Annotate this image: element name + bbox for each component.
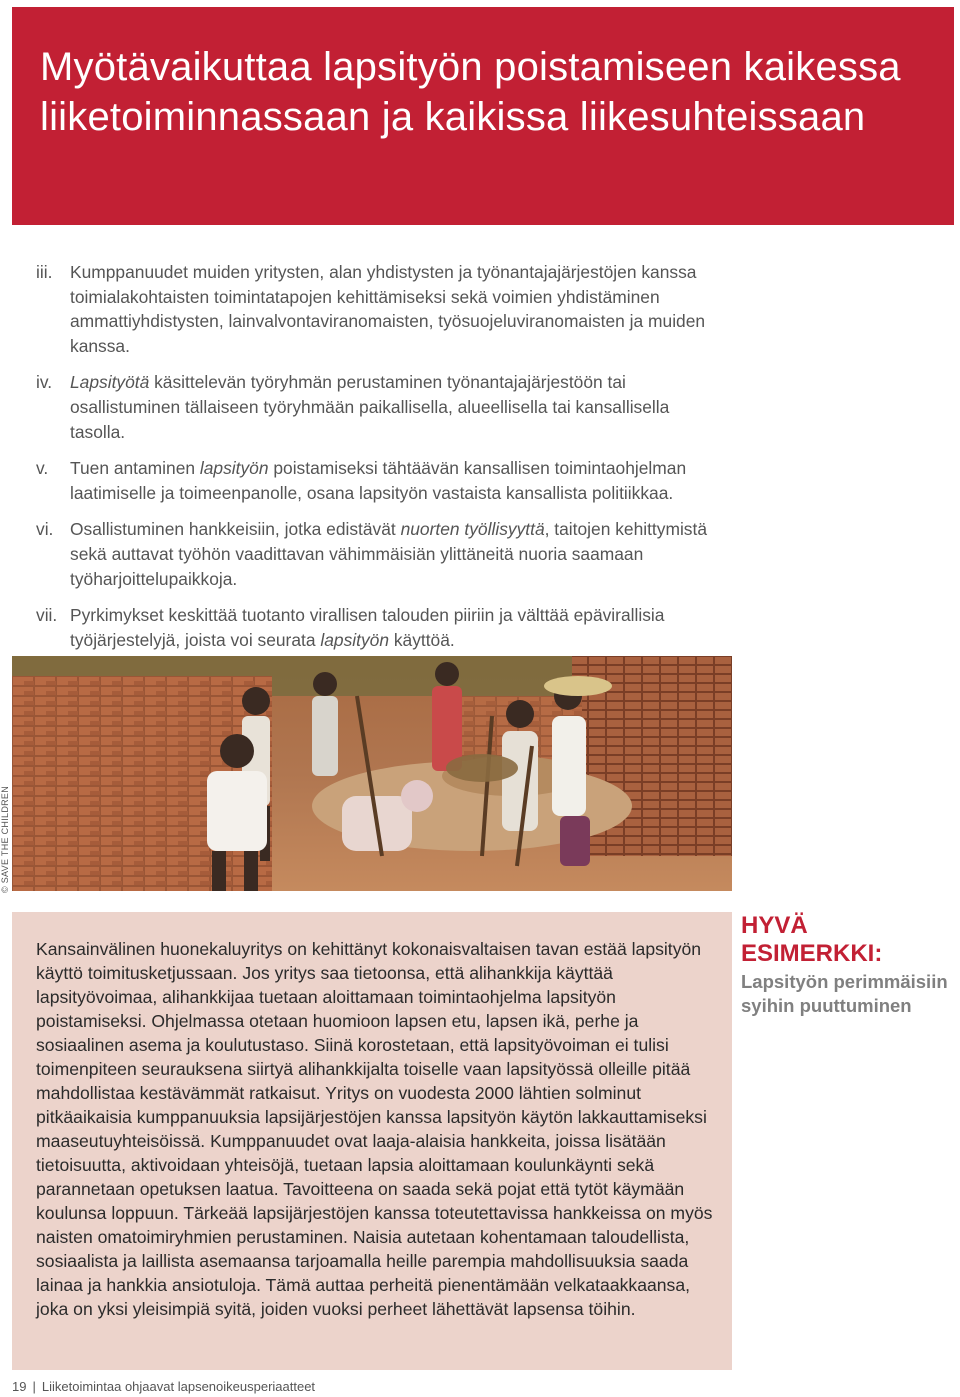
children-brickyard-photo [12, 656, 732, 891]
list-item-emphasis: lapsityön [320, 629, 389, 650]
list-item-number: vi. [36, 519, 54, 540]
list-item-text: poistamiseksi tähtäävän kansallisen toimintaohjelman laatimiselle ja toimeenpanolle, osana lapsityön vastaista kansallista politiikkaa. [70, 458, 687, 503]
list-item-emphasis: Lapsityötä [70, 372, 150, 393]
list-item-number: iii. [36, 262, 53, 282]
list-item-text: käsittelevän työryhmän perustaminen työnantajajärjestöön tai osallistuminen tällaiseen työryhmään paikallisella, alueellisella tai kansallisella tasolla. [70, 372, 670, 442]
example-box [12, 912, 732, 1370]
list-item [36, 517, 716, 591]
photo-illustration [12, 656, 732, 891]
list-item-number: v. [36, 458, 49, 479]
list-item-text: käyttöä. [389, 629, 455, 650]
list-item-emphasis: nuorten työllisyyttä [400, 519, 545, 540]
good-example-subheading: Lapsityön perimmäisiin syihin puuttuminen [741, 971, 948, 1016]
list-item [36, 370, 716, 444]
list-item-text: Osallistuminen hankkeisiin, jotka edistävät [70, 519, 401, 540]
good-example-label-line1: HYVÄ [741, 912, 808, 939]
list-item-number: vii. [36, 605, 58, 626]
list-item-text: Pyrkimykset keskittää tuotanto virallisen talouden piiriin ja välttää epävirallisia työjärjestelyjä, joista voi seurata [70, 605, 665, 650]
footer-separator: | [32, 1379, 36, 1394]
measures-list [36, 260, 716, 664]
good-example-heading [741, 912, 951, 1018]
list-item [36, 456, 716, 505]
list-item-text: Tuen antaminen [70, 458, 200, 479]
list-item [36, 260, 716, 358]
photo-credit: © SAVE THE CHILDREN [0, 785, 10, 893]
good-example-label-line2: ESIMERKKI: [741, 940, 883, 967]
page-footer [12, 1379, 315, 1394]
list-item [36, 603, 716, 652]
example-text: Kansainvälinen huonekaluyritys on kehittänyt kokonaisvaltaisen tavan estää lapsityön käyttö toimitusketjussaan. Jos yritys saa tietoonsa, että alihankkija käyttää lapsityövoimaa, alihankkijaa tuetaan aloittamaan toimintaohjelma lapsityön poistamiseksi. Ohjelmassa otetaan huomioon lapsen etu, lapsen ikä, perhe ja sosiaalinen asema ja koulutustaso. Siinä korostetaan, että lapsityövoiman ei tulisi toimenpiteen seurauksena siirtyä alihankkijalta toiselle vaan lapsityössä olleille pitää mahdollistaa kestävämmät ratkaisut. Yritys on vuodesta 2000 lähtien solminut pitkäaikaisia kumppanuuksia lapsijärjestöjen kanssa lapsityön käytön lakkauttamiseksi maaseutuyhteisöissä. Kumppanuudet ovat laaja-alaisia hankkeita, joissa lisätään tietoisuutta, aktivoidaan yhteisöjä, tuetaan lapsia aloittamaan koulunkäynti sekä parannetaan opetuksen laatua. Tavoitteena on saada sekä pojat että tytöt käymään koulunsa loppuun. Tärkeää lapsijärjestöjen kanssa toteutettavissa hankkeissa on myös naisten omatoimiryhmien perustaminen. Naisia autetaan kohentamaan taloudellista, sosiaalista ja laillista asemaansa tarjoamalla heille parempia mahdollisuuksia saada lainaa ja hankkia ansiotuloja. Tämä auttaa perheitä pienentämään velkataakkaansa, joka on yksi yleisimpiä syitä, joiden vuoksi perheet lähettävät lapsensa töihin. [36, 939, 713, 1319]
page-number: 19 [12, 1379, 27, 1394]
list-item-emphasis: lapsityön [199, 458, 269, 479]
list-item-text: Kumppanuudet muiden yritysten, alan yhdistysten ja työnantajajärjestöjen kanssa toimialakohtaisten toimintatapojen kehittämiseksi sekä voimien yhdistäminen ammattiyhdistysten, lainvalvontaviranomaisten, työsuojeluviranomaisten ja muiden kanssa. [70, 262, 706, 356]
footer-title: Liiketoimintaa ohjaavat lapsenoikeusperiaatteet [41, 1379, 316, 1394]
page-title: Myötävaikuttaa lapsityön poistamiseen kaikessa liiketoiminnassaan ja kaikissa liikesuhteissaan [40, 45, 901, 139]
list-item-number: iv. [36, 372, 53, 393]
list-item-text: , taitojen kehittymistä sekä auttavat työhön vaadittavan vähimmäisiän ylittäneitä nuoria saamaan työharjoittelupaikkoja. [70, 519, 708, 589]
